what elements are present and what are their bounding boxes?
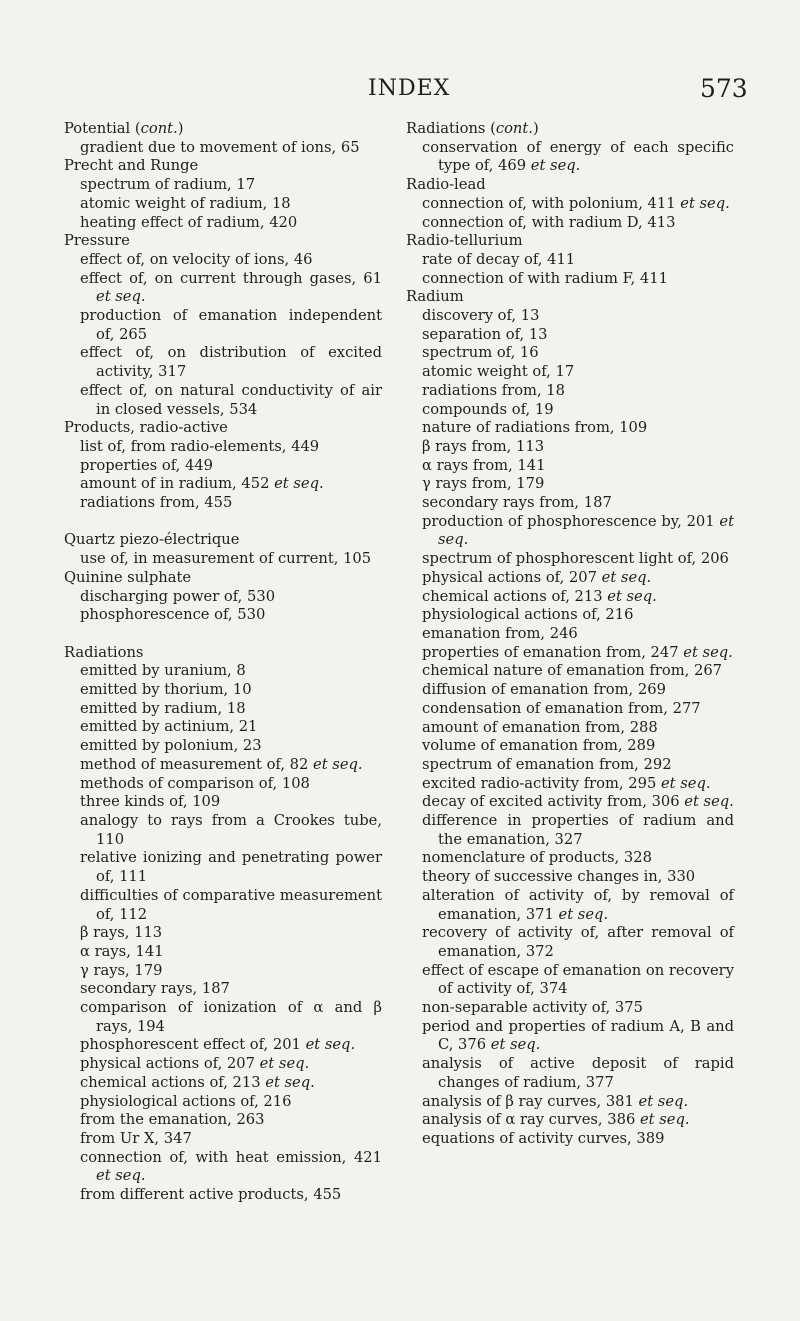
index-subentry: γ rays from, 179 bbox=[422, 475, 545, 493]
index-subentry: methods of comparison of, 108 bbox=[80, 774, 310, 792]
index-subentry: phosphorescence of, 530 bbox=[80, 606, 266, 624]
index-subentry: decay of excited activity from, 306 et seq. bbox=[422, 793, 734, 811]
index-subentry: atomic weight of, 17 bbox=[422, 363, 575, 381]
index-heading: Radio-tellurium bbox=[406, 232, 523, 250]
index-subentry: separation of, 13 bbox=[422, 325, 548, 343]
index-subentry: period and properties of radium A, B and C, 376 et seq. bbox=[422, 1017, 734, 1054]
index-subentry: secondary rays from, 187 bbox=[422, 494, 612, 512]
index-subentry: recovery of activity of, after removal of emanation, 372 bbox=[422, 924, 734, 960]
index-subentry: relative ionizing and penetrating power of, 111 bbox=[80, 849, 382, 886]
index-subentry: equations of activity curves, 389 bbox=[422, 1129, 665, 1147]
index-subentry: connection of, with radium D, 413 bbox=[422, 213, 676, 231]
index-subentry: γ rays, 179 bbox=[80, 961, 163, 979]
index-subentry: difference in properties of radium and the emanation, 327 bbox=[422, 812, 734, 848]
index-heading: Potential (cont.) bbox=[64, 120, 184, 137]
index-subentry: physical actions of, 207 et seq. bbox=[80, 1055, 310, 1073]
index-subentry: emanation from, 246 bbox=[422, 624, 578, 642]
index-subentry: difficulties of comparative measurement of, 112 bbox=[80, 886, 382, 923]
index-subentry: effect of, on distribution of excited activity, 317 bbox=[80, 344, 382, 381]
index-subentry: emitted by uranium, 8 bbox=[80, 662, 246, 680]
index-subentry: gradient due to movement of ions, 65 bbox=[80, 138, 360, 156]
index-subentry: comparison of ionization of α and β rays, 194 bbox=[80, 999, 382, 1035]
index-subentry: use of, in measurement of current, 105 bbox=[80, 550, 372, 568]
index-heading: Quinine sulphate bbox=[64, 568, 192, 586]
index-heading: Radiations bbox=[64, 643, 144, 661]
index-subentry: production of emanation independent of, 265 bbox=[80, 307, 382, 343]
page-number: 573 bbox=[700, 74, 748, 103]
index-subentry: analysis of active deposit of rapid changes of radium, 377 bbox=[422, 1055, 734, 1091]
index-subentry: physiological actions of, 216 bbox=[422, 606, 634, 624]
index-subentry: physical actions of, 207 et seq. bbox=[422, 568, 652, 586]
index-subentry: theory of successive changes in, 330 bbox=[422, 868, 696, 886]
index-subentry: from different active products, 455 bbox=[80, 1186, 342, 1204]
index-subentry: physiological actions of, 216 bbox=[80, 1092, 292, 1110]
index-subentry: atomic weight of radium, 18 bbox=[80, 194, 291, 212]
index-subentry: from the emanation, 263 bbox=[80, 1111, 265, 1129]
index-subentry: secondary rays, 187 bbox=[80, 980, 230, 998]
index-column-left bbox=[64, 120, 382, 1205]
index-subentry: emitted by polonium, 23 bbox=[80, 737, 262, 755]
index-subentry: alteration of activity of, by removal of emanation, 371 et seq. bbox=[422, 886, 734, 923]
index-subentry: phosphorescent effect of, 201 et seq. bbox=[80, 1036, 356, 1054]
index-heading: Radium bbox=[406, 288, 464, 306]
index-subentry: spectrum of emanation from, 292 bbox=[422, 755, 672, 773]
index-heading: Pressure bbox=[64, 232, 130, 250]
index-subentry: α rays, 141 bbox=[80, 942, 164, 960]
index-subentry: discharging power of, 530 bbox=[80, 587, 276, 605]
index-subentry: analysis of α ray curves, 386 et seq. bbox=[422, 1111, 690, 1129]
index-heading: Quartz piezo-électrique bbox=[64, 531, 240, 549]
index-heading: Products, radio-active bbox=[64, 419, 228, 437]
index-subentry: connection of, with polonium, 411 et seq. bbox=[422, 194, 730, 212]
index-subentry: effect of escape of emanation on recovery of activity of, 374 bbox=[422, 961, 734, 998]
index-subentry: radiations from, 18 bbox=[422, 381, 565, 399]
index-subentry: spectrum of radium, 17 bbox=[80, 176, 256, 194]
index-subentry: chemical actions of, 213 et seq. bbox=[80, 1073, 315, 1091]
index-subentry: three kinds of, 109 bbox=[80, 793, 221, 811]
index-subentry: α rays from, 141 bbox=[422, 456, 546, 474]
index-subentry: effect of, on velocity of ions, 46 bbox=[80, 250, 313, 268]
index-subentry: non-separable activity of, 375 bbox=[422, 999, 643, 1017]
index-subentry: emitted by actinium, 21 bbox=[80, 718, 258, 736]
index-title: INDEX bbox=[368, 76, 451, 101]
index-subentry: chemical nature of emanation from, 267 bbox=[422, 662, 723, 680]
index-subentry: volume of emanation from, 289 bbox=[422, 737, 656, 755]
index-subentry: spectrum of phosphorescent light of, 206 bbox=[422, 550, 729, 568]
index-subentry: effect of, on current through gases, 61 et seq. bbox=[80, 269, 382, 306]
index-subentry: method of measurement of, 82 et seq. bbox=[80, 755, 363, 773]
index-subentry: β rays, 113 bbox=[80, 924, 163, 942]
index-subentry: connection of, with heat emission, 421 et seq. bbox=[80, 1148, 382, 1185]
index-subentry: emitted by thorium, 10 bbox=[80, 681, 252, 699]
index-subentry: compounds of, 19 bbox=[422, 400, 554, 418]
index-subentry: emitted by radium, 18 bbox=[80, 699, 246, 717]
index-subentry: properties of, 449 bbox=[80, 456, 214, 474]
index-subentry: amount of emanation from, 288 bbox=[422, 718, 658, 736]
index-subentry: chemical actions of, 213 et seq. bbox=[422, 587, 657, 605]
index-subentry: nomenclature of products, 328 bbox=[422, 849, 652, 867]
index-subentry: spectrum of, 16 bbox=[422, 344, 539, 362]
index-subentry: nature of radiations from, 109 bbox=[422, 419, 648, 437]
index-subentry: analogy to rays from a Crookes tube, 110 bbox=[80, 811, 382, 848]
index-subentry: from Ur X, 347 bbox=[80, 1129, 192, 1147]
index-subentry: β rays from, 113 bbox=[422, 437, 545, 455]
index-subentry: amount of in radium, 452 et seq. bbox=[80, 475, 324, 493]
index-heading: Precht and Runge bbox=[64, 157, 199, 175]
index-subentry: analysis of β ray curves, 381 et seq. bbox=[422, 1092, 689, 1110]
index-column-right bbox=[406, 120, 734, 1149]
section-gap bbox=[64, 513, 382, 532]
index-subentry: discovery of, 13 bbox=[422, 307, 540, 325]
index-subentry: condensation of emanation from, 277 bbox=[422, 699, 701, 717]
index-subentry: excited radio-activity from, 295 et seq. bbox=[422, 774, 711, 792]
index-subentry: effect of, on natural conductivity of air in closed vessels, 534 bbox=[80, 381, 382, 418]
index-subentry: diffusion of emanation from, 269 bbox=[422, 681, 666, 699]
page-header bbox=[0, 76, 800, 106]
index-subentry: conservation of energy of each specific type of, 469 et seq. bbox=[422, 138, 734, 175]
index-heading: Radio-lead bbox=[406, 176, 486, 194]
section-gap bbox=[64, 625, 382, 644]
index-subentry: production of phosphorescence by, 201 et seq. bbox=[422, 512, 734, 549]
index-subentry: heating effect of radium, 420 bbox=[80, 213, 298, 231]
index-subentry: radiations from, 455 bbox=[80, 494, 233, 512]
index-heading: Radiations (cont.) bbox=[406, 120, 539, 137]
index-subentry: list of, from radio-elements, 449 bbox=[80, 437, 320, 455]
index-subentry: rate of decay of, 411 bbox=[422, 250, 576, 268]
index-subentry: properties of emanation from, 247 et seq. bbox=[422, 643, 733, 661]
index-subentry: connection of with radium F, 411 bbox=[422, 269, 668, 287]
